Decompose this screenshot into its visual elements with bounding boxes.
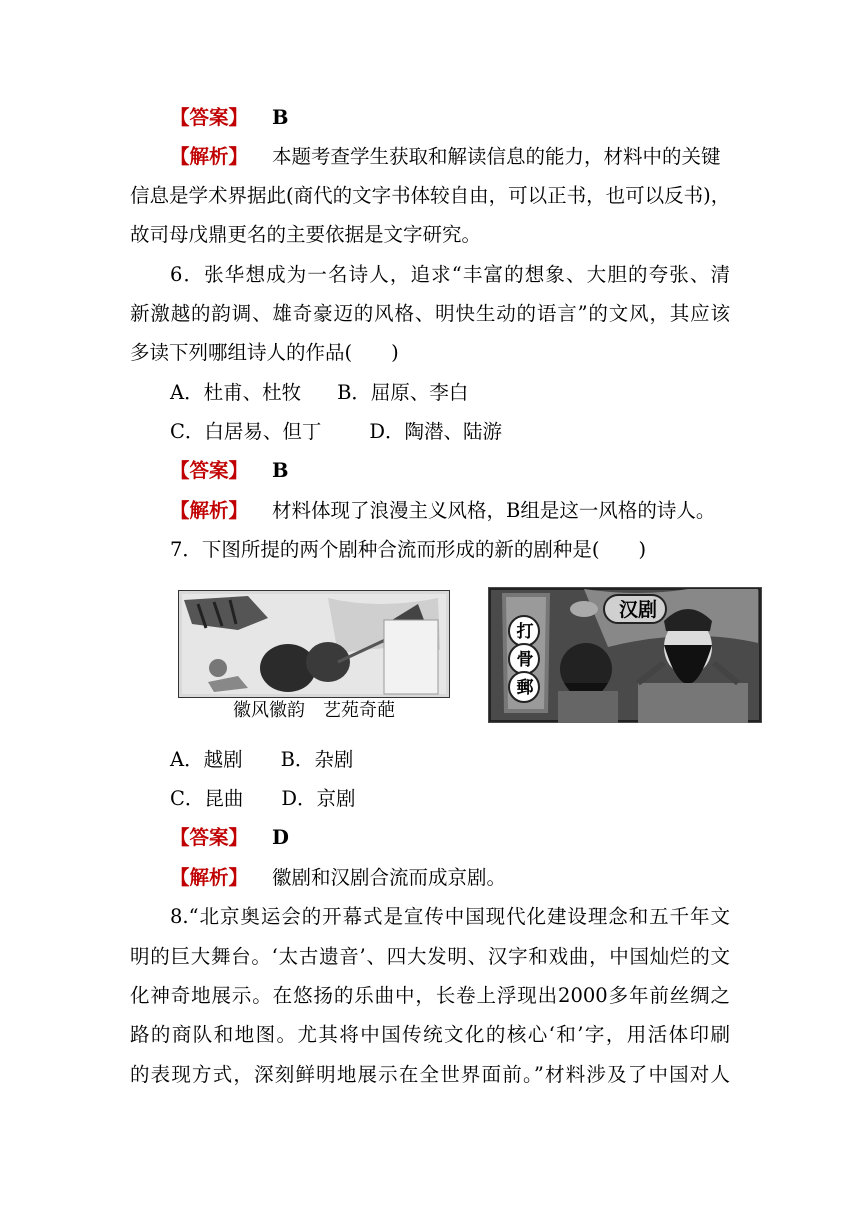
hui-opera-caption: 徽风徽韵 艺苑奇葩	[178, 698, 450, 724]
q7-options-row-1	[170, 740, 730, 779]
q5-answer-value: B	[272, 106, 289, 129]
q5-analysis-text-1: 本题考查学生获取和解读信息的能力，材料中的关键	[272, 145, 721, 168]
q6-answer-value: B	[272, 459, 289, 482]
q7-option-a: A．越剧	[170, 748, 243, 771]
q6-options-row-2	[170, 412, 730, 451]
q8-stem-line-4: 路的商队和地图。尤其将中国传统文化的核心‘和’字，用活体印刷	[130, 1023, 730, 1046]
q6-option-a: A．杜甫、杜牧	[170, 381, 302, 404]
q8-stem-line-1: 8.“北京奥运会的开幕式是宣传中国现代化建设理念和五千年文	[170, 905, 730, 928]
q6-stem-line-2: 新激越的韵调、雄奇豪迈的风格、明快生动的语言”的文风，其应该	[130, 302, 730, 325]
q6-stem-line-1: 6．张华想成为一名诗人，追求“丰富的想象、大胆的夸张、清	[170, 263, 730, 286]
q7-option-c: C．昆曲	[170, 787, 244, 810]
analysis-label: 【解析】	[170, 145, 249, 168]
q6-options-row-1	[170, 373, 730, 412]
q6-analysis-text: 材料体现了浪漫主义风格，B组是这一风格的诗人。	[272, 499, 716, 522]
answer-label: 【答案】	[170, 106, 249, 129]
q7-option-d: D．京剧	[281, 787, 356, 810]
q5-analysis-line-3: 故司母戊鼎更名的主要依据是文字研究。	[130, 223, 482, 246]
q8-stem-line-2: 明的巨大舞台。‘太古遗音’、四大发明、汉字和戏曲，中国灿烂的文	[130, 945, 730, 968]
q7-answer-line	[170, 818, 730, 857]
q7-answer-value: D	[272, 826, 289, 849]
q7-options-row-2	[170, 779, 730, 818]
sign-char-2: 骨	[516, 650, 534, 670]
sign-char-3: 郵	[516, 678, 534, 698]
q8-stem-line-3: 化神奇地展示。在悠扬的乐曲中，长卷上浮现出2000多年前丝绸之	[130, 984, 730, 1007]
han-opera-image	[488, 587, 762, 723]
q6-option-c: C．白居易、但丁	[170, 420, 322, 443]
q7-stem: 7．下图所提的两个剧种合流而形成的新的剧种是( )	[170, 538, 647, 561]
analysis-label: 【解析】	[170, 499, 249, 522]
hui-opera-image	[178, 590, 450, 726]
q6-option-b: B．屈原、李白	[337, 381, 469, 404]
q5-analysis-line-2: 信息是学术界据此(商代的文字书体较自由，可以正书，也可以反书)，	[130, 184, 731, 207]
answer-label: 【答案】	[170, 826, 249, 849]
q7-analysis-line	[170, 858, 730, 897]
q6-answer-line	[170, 451, 730, 490]
q6-stem-line-3: 多读下列哪组诗人的作品( )	[130, 341, 399, 364]
q5-answer-line	[170, 98, 730, 137]
analysis-label: 【解析】	[170, 866, 249, 889]
q8-stem-line-5: 的表现方式，深刻鲜明地展示在全世界面前。”材料涉及了中国对人	[130, 1063, 730, 1086]
q7-option-b: B．杂剧	[280, 748, 354, 771]
q7-analysis-text: 徽剧和汉剧合流而成京剧。	[272, 866, 507, 889]
answer-label: 【答案】	[170, 459, 249, 482]
sign-char-1: 打	[516, 622, 534, 642]
q6-option-d: D．陶潜、陆游	[369, 420, 503, 443]
han-opera-title: 汉剧	[618, 599, 657, 621]
q5-analysis-line-1	[170, 137, 730, 176]
q6-analysis-line	[170, 491, 730, 530]
